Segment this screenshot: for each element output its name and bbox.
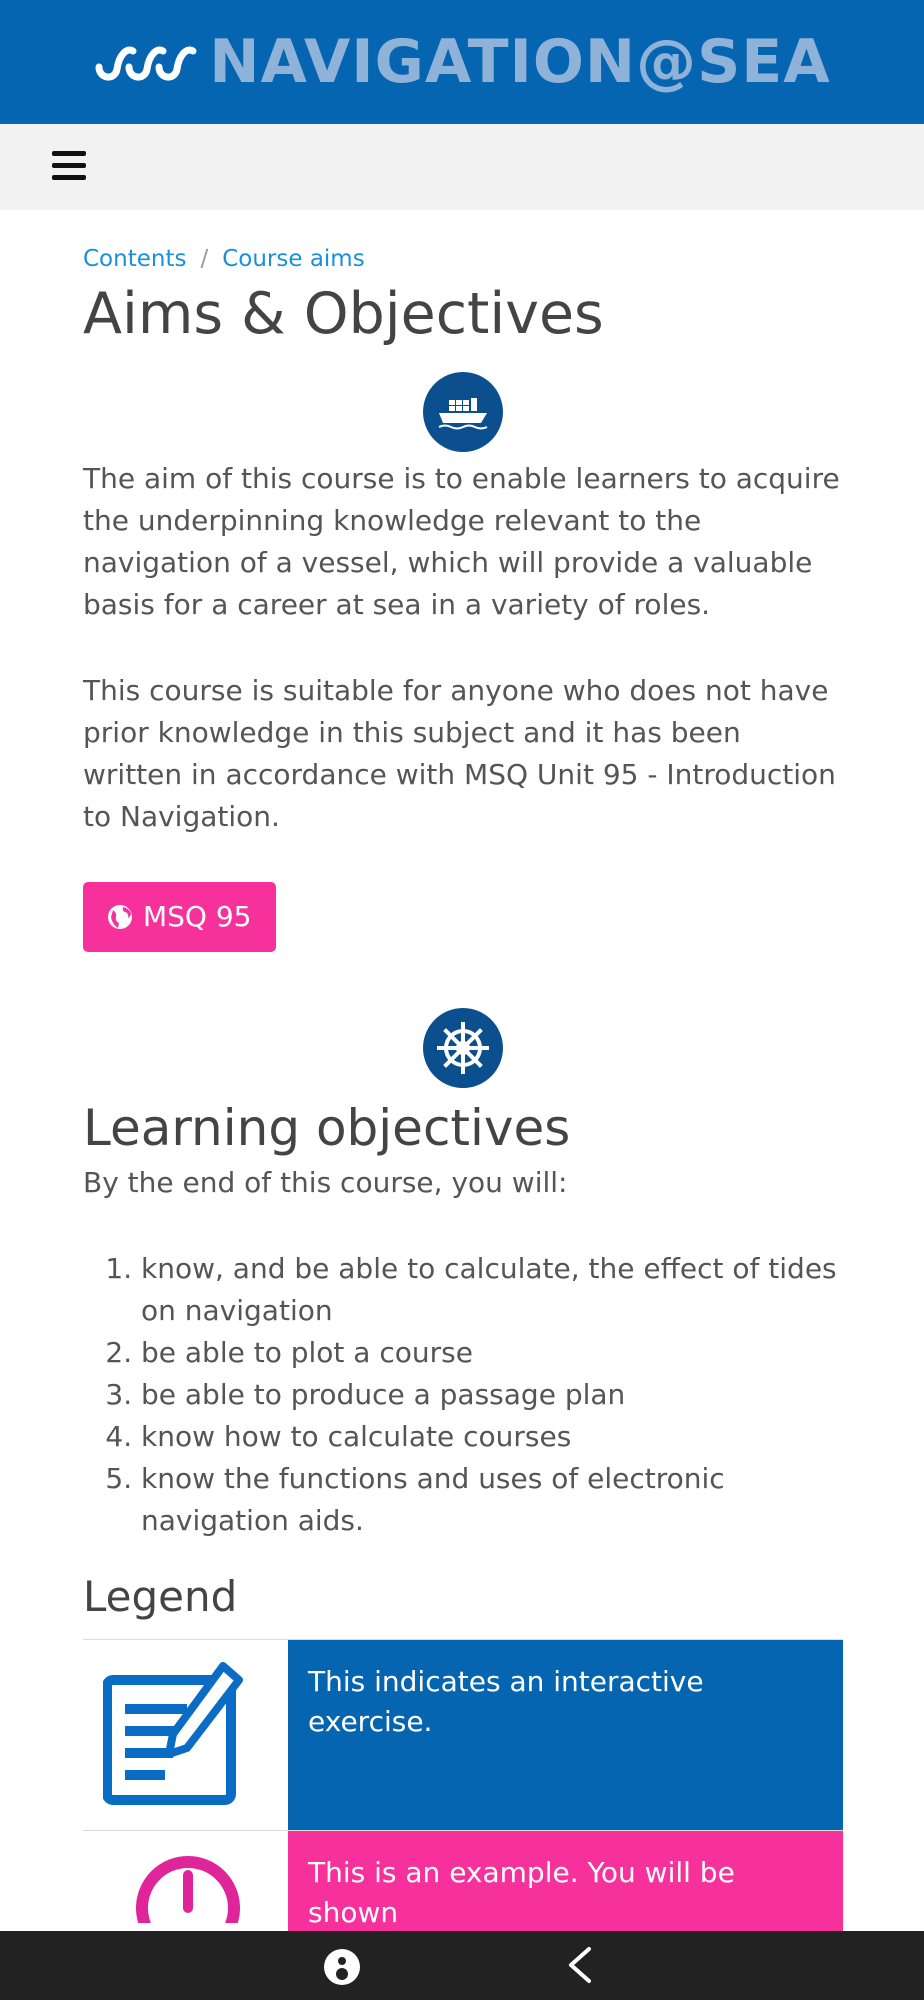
home-assistant-icon[interactable] xyxy=(322,1947,362,1987)
brand[interactable] xyxy=(93,27,831,97)
list-item: 3. be able to produce a passage plan xyxy=(141,1374,843,1416)
ship-wheel-icon xyxy=(423,1008,503,1088)
waves-logo-icon xyxy=(93,37,199,87)
breadcrumb-course-aims[interactable]: Course aims xyxy=(222,246,365,272)
list-item: 1. know, and be able to calculate, the effect of tides on navigation xyxy=(141,1248,843,1332)
list-item: 2. be able to plot a course xyxy=(141,1332,843,1374)
ship-icon xyxy=(423,372,503,452)
objectives-heading: Learning objectives xyxy=(83,1098,571,1157)
interactive-exercise-icon xyxy=(103,1662,243,1806)
back-icon[interactable] xyxy=(563,1945,597,1985)
example-clock-icon xyxy=(133,1853,243,1923)
main-content xyxy=(83,210,843,1955)
list-item: 4. know how to calculate courses xyxy=(141,1416,843,1458)
brand-title: NAVIGATION@SEA xyxy=(209,27,831,97)
globe-icon xyxy=(107,904,133,930)
site-header xyxy=(0,0,924,124)
page-title: Aims & Objectives xyxy=(83,281,604,347)
breadcrumb-contents[interactable]: Contents xyxy=(83,246,187,272)
objectives-lead: By the end of this course, you will: xyxy=(83,1165,568,1199)
breadcrumb xyxy=(83,246,843,272)
list-item: 5. know the functions and uses of electronic navigation aids. xyxy=(141,1458,843,1542)
table-row xyxy=(83,1639,843,1830)
legend-text-interactive: This indicates an interactive exercise. xyxy=(288,1639,843,1830)
intro-paragraph-2: This course is suitable for anyone who does not have prior knowledge in this subject and it has been written in accordance with MSQ Unit 95 - Introduction to Navigation. xyxy=(83,673,836,833)
intro-paragraph-1: The aim of this course is to enable learners to acquire the underpinning knowledge relevant to the navigation of a vessel, which will provide a valuable basis for a career at sea in a variety of roles. xyxy=(83,461,840,621)
legend-text-example: This is an example. You will be shown xyxy=(288,1830,843,1955)
legend-icon-cell xyxy=(83,1639,288,1830)
msq95-button[interactable] xyxy=(83,882,276,952)
msq95-button-label: MSQ 95 xyxy=(143,900,252,934)
legend-table xyxy=(83,1639,843,1955)
top-navbar xyxy=(0,124,924,210)
hamburger-menu-icon[interactable] xyxy=(52,151,86,183)
objectives-list xyxy=(83,1248,843,1542)
android-nav-bar xyxy=(0,1931,924,2000)
breadcrumb-separator: / xyxy=(200,246,209,272)
legend-heading: Legend xyxy=(83,1571,238,1621)
